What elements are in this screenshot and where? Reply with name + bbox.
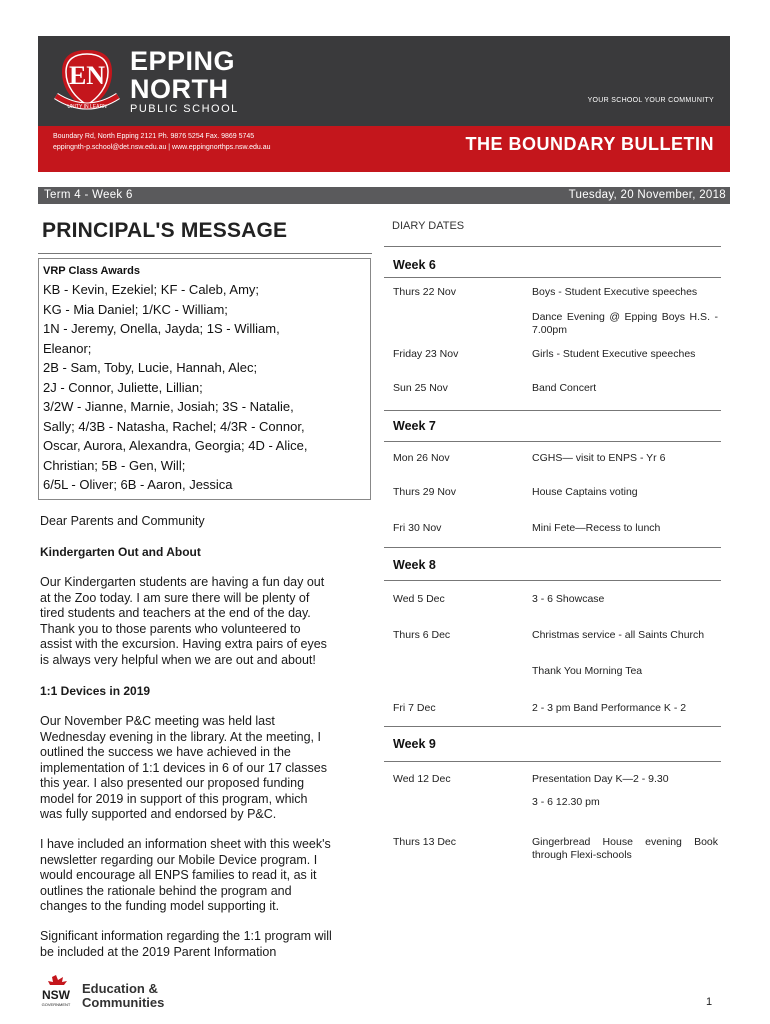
paragraph-line: is always very helpful when we are out and about!: [40, 652, 316, 667]
award-line: 1N - Jeremy, Onella, Jayda; 1S - William,: [43, 321, 280, 336]
paragraph-line: was fully supported and endorsed by P&C.: [40, 807, 277, 821]
school-name-line3: PUBLIC SCHOOL: [130, 103, 239, 115]
term-bar: [38, 187, 730, 204]
principal-message-title: PRINCIPAL'S MESSAGE: [42, 219, 288, 242]
diary-event: 2 - 3 pm Band Performance K - 2: [532, 702, 687, 714]
divider: [384, 547, 721, 548]
header-red-bar: [38, 126, 730, 172]
awards-heading: VRP Class Awards: [43, 265, 141, 277]
department-name-line1: Education &: [82, 981, 158, 996]
award-line: 3/2W - Jianne, Marnie, Josiah; 3S - Natalie,: [43, 399, 294, 414]
bulletin-title: THE BOUNDARY BULLETIN: [465, 134, 714, 154]
diary-day: Thurs 6 Dec: [393, 629, 451, 641]
diary-dates-label: DIARY DATES: [392, 220, 465, 232]
school-name-line2: NORTH: [130, 74, 229, 104]
diary-day: Sun 25 Nov: [393, 382, 448, 394]
divider: [384, 761, 721, 762]
diary-event: 3 - 6 Showcase: [532, 593, 605, 605]
nsw-government-logo: [36, 974, 76, 1008]
diary-day: Mon 26 Nov: [393, 452, 450, 464]
award-line: 2B - Sam, Toby, Lucie, Hannah, Alec;: [43, 360, 258, 375]
diary-event: Gingerbread House evening Book through Flexi-schools: [532, 836, 718, 861]
nsw-logo-text: NSW: [42, 988, 70, 1002]
paragraph-line: assist with the excursion. Having extra pairs of eyes: [40, 637, 327, 651]
award-line: Oscar, Aurora, Alexandra, Georgia; 4D - Alice,: [43, 438, 308, 453]
week-heading: Week 8: [393, 558, 436, 572]
divider: [384, 246, 721, 247]
week-heading: Week 7: [393, 419, 436, 433]
divider: [384, 441, 721, 442]
school-name-line1: EPPING: [130, 46, 236, 76]
page-number: 1: [706, 996, 713, 1008]
paragraph-line: Significant information regarding the 1:1 program will: [40, 929, 332, 943]
class-awards-box: [38, 258, 371, 500]
diary-event: 3 - 6 12.30 pm: [532, 796, 600, 808]
diary-event: Presentation Day K—2 - 9.30: [532, 773, 669, 785]
header-banner: [38, 36, 730, 172]
department-name-line2: Communities: [82, 995, 165, 1010]
diary-day: Fri 7 Dec: [393, 702, 436, 714]
divider: [384, 580, 721, 581]
paragraph-line: Thank you to those parents who volunteered to: [40, 621, 301, 636]
award-line: Christian; 5B - Gen, Will;: [43, 457, 186, 473]
diary-event: House Captains voting: [532, 486, 638, 498]
award-line: KG - Mia Daniel; 1/KC - William;: [43, 301, 228, 317]
paragraph-line: Our November P&C meeting was held last: [40, 714, 275, 728]
paragraph-line: I have included an information sheet with this week's: [40, 837, 331, 851]
award-line: 6/5L - Oliver; 6B - Aaron, Jessica: [43, 477, 233, 492]
diary-day: Wed 5 Dec: [393, 593, 445, 605]
nsw-logo-subtext: GOVERNMENT: [41, 1002, 71, 1007]
diary-day: Thurs 13 Dec: [393, 836, 457, 848]
school-tagline: YOUR SCHOOL YOUR COMMUNITY: [587, 97, 714, 104]
paragraph-line: Wednesday evening in the library. At the meeting, I: [40, 729, 321, 744]
paragraph-line: outlined the success we have achieved in the: [40, 745, 291, 759]
diary-event: Boys - Student Executive speeches: [532, 286, 698, 298]
divider: [38, 253, 372, 254]
diary-event: CGHS— visit to ENPS - Yr 6: [532, 452, 666, 464]
paragraph-line: changes to the funding model supporting it.: [40, 899, 280, 913]
diary-day: Fri 30 Nov: [393, 522, 442, 534]
award-line: Sally; 4/3B - Natasha, Rachel; 4/3R - Connor,: [43, 418, 305, 434]
diary-day: Friday 23 Nov: [393, 348, 459, 360]
diary-event: Dance Evening @ Epping Boys H.S. - 7.00pm: [532, 311, 718, 336]
paragraph-line: at the Zoo today. I am sure there will be plenty of: [40, 590, 310, 605]
divider: [384, 277, 721, 278]
paragraph-line: this year. I also presented our proposed funding: [40, 776, 305, 790]
week-heading: Week 9: [393, 737, 436, 751]
issue-date: Tuesday, 20 November, 2018: [568, 189, 726, 201]
contact-email-web[interactable]: eppingnth-p.school@det.nsw.edu.au | www.eppingnorthps.nsw.edu.au: [53, 144, 271, 151]
contact-address: Boundary Rd, North Epping 2121 Ph. 9876 5254 Fax. 9869 5745: [53, 133, 255, 140]
paragraph-line: would encourage all ENPS families to read it, as it: [40, 868, 317, 882]
award-line: 2J - Connor, Juliette, Lillian;: [43, 379, 203, 395]
diary-event: Christmas service - all Saints Church: [532, 629, 705, 641]
paragraph-line: outlines the rationale behind the program and: [40, 883, 292, 898]
diary-day: Wed 12 Dec: [393, 773, 451, 785]
greeting: Dear Parents and Community: [40, 514, 205, 528]
award-line: KB - Kevin, Ezekiel; KF - Caleb, Amy;: [43, 282, 260, 297]
crest-motto: UNITY IN LEARN: [67, 104, 107, 110]
diary-day: Thurs 22 Nov: [393, 286, 457, 298]
diary-day: Thurs 29 Nov: [393, 486, 457, 498]
paragraph-line: newsletter regarding our Mobile Device program. I: [40, 852, 318, 867]
svg-text:EN: EN: [68, 61, 106, 90]
paragraph-line: tired students and teachers at the end of the day.: [40, 606, 311, 620]
diary-event: Band Concert: [532, 382, 597, 394]
diary-event: Mini Fete—Recess to lunch: [532, 522, 661, 534]
diary-event: Thank You Morning Tea: [532, 665, 643, 677]
paragraph-line: be included at the 2019 Parent Information: [40, 944, 277, 959]
divider: [384, 726, 721, 727]
school-crest-logo: [52, 46, 122, 116]
divider: [384, 410, 721, 411]
paragraph-line: implementation of 1:1 devices in 6 of our 17 classes: [40, 760, 327, 775]
paragraph-line: Our Kindergarten students are having a fun day out: [40, 575, 325, 589]
paragraph-line: model for 2019 in support of this program, which: [40, 791, 308, 806]
section-heading-kindergarten: Kindergarten Out and About: [40, 545, 201, 559]
week-heading: Week 6: [393, 258, 436, 272]
diary-event: Girls - Student Executive speeches: [532, 348, 696, 360]
award-line: Eleanor;: [43, 340, 92, 356]
term-week: Term 4 - Week 6: [44, 189, 133, 201]
section-heading-devices: 1:1 Devices in 2019: [40, 684, 151, 698]
